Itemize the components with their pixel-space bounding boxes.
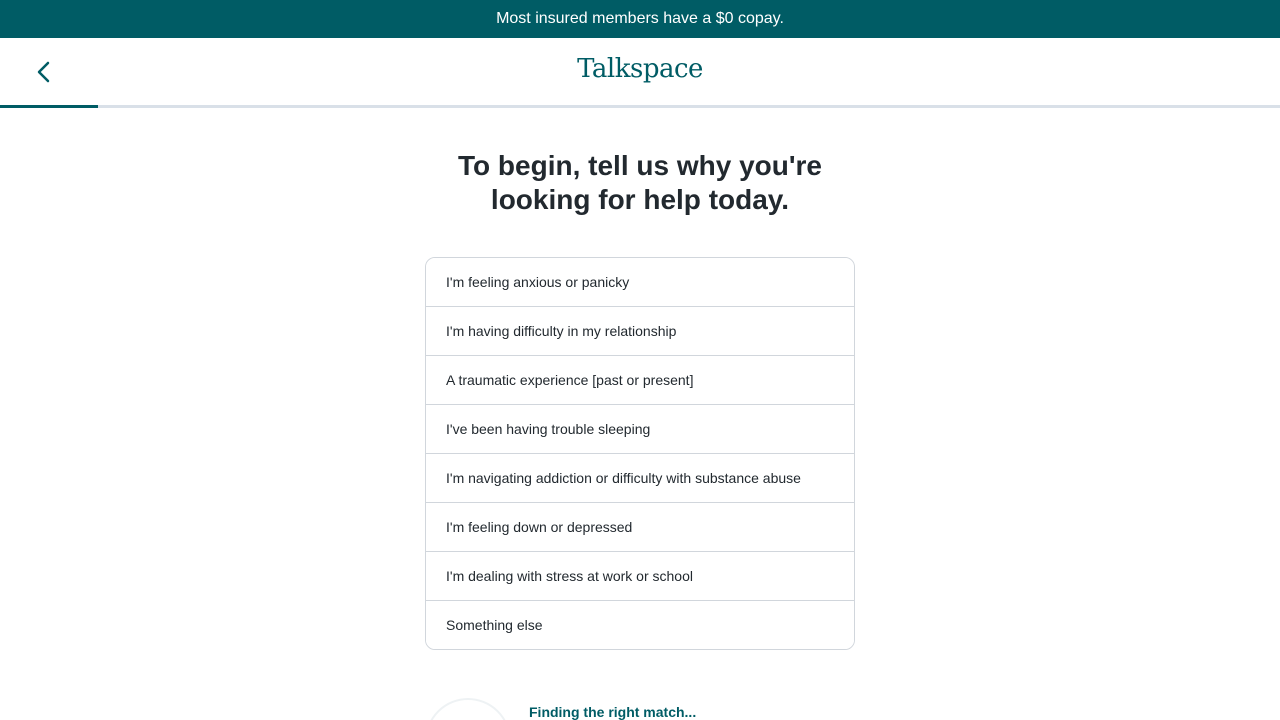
question-title bbox=[0, 149, 1280, 217]
option-trouble-sleeping[interactable]: I've been having trouble sleeping bbox=[426, 405, 854, 454]
option-traumatic-experience[interactable]: A traumatic experience [past or present] bbox=[426, 356, 854, 405]
matching-status bbox=[425, 696, 855, 720]
matching-text: Finding the right match... bbox=[529, 704, 697, 720]
talkspace-logo: Talkspace bbox=[577, 54, 703, 84]
question-title-line-1: To begin, tell us why you're bbox=[458, 150, 822, 181]
option-anxious[interactable]: I'm feeling anxious or panicky bbox=[426, 258, 854, 307]
question-title-line-2: looking for help today. bbox=[490, 184, 790, 215]
banner-text: Most insured members have a $0 copay. bbox=[496, 10, 784, 27]
copay-banner bbox=[0, 0, 1280, 38]
progress-fill bbox=[0, 105, 98, 108]
loading-spinner-icon bbox=[425, 698, 511, 720]
option-something-else[interactable]: Something else bbox=[426, 601, 854, 649]
option-relationship[interactable]: I'm having difficulty in my relationship bbox=[426, 307, 854, 356]
option-addiction[interactable]: I'm navigating addiction or difficulty with substance abuse bbox=[426, 454, 854, 503]
header bbox=[0, 38, 1280, 109]
reason-options-list bbox=[425, 257, 855, 650]
option-depressed[interactable]: I'm feeling down or depressed bbox=[426, 503, 854, 552]
progress-bar bbox=[0, 105, 1280, 108]
option-stress[interactable]: I'm dealing with stress at work or school bbox=[426, 552, 854, 601]
